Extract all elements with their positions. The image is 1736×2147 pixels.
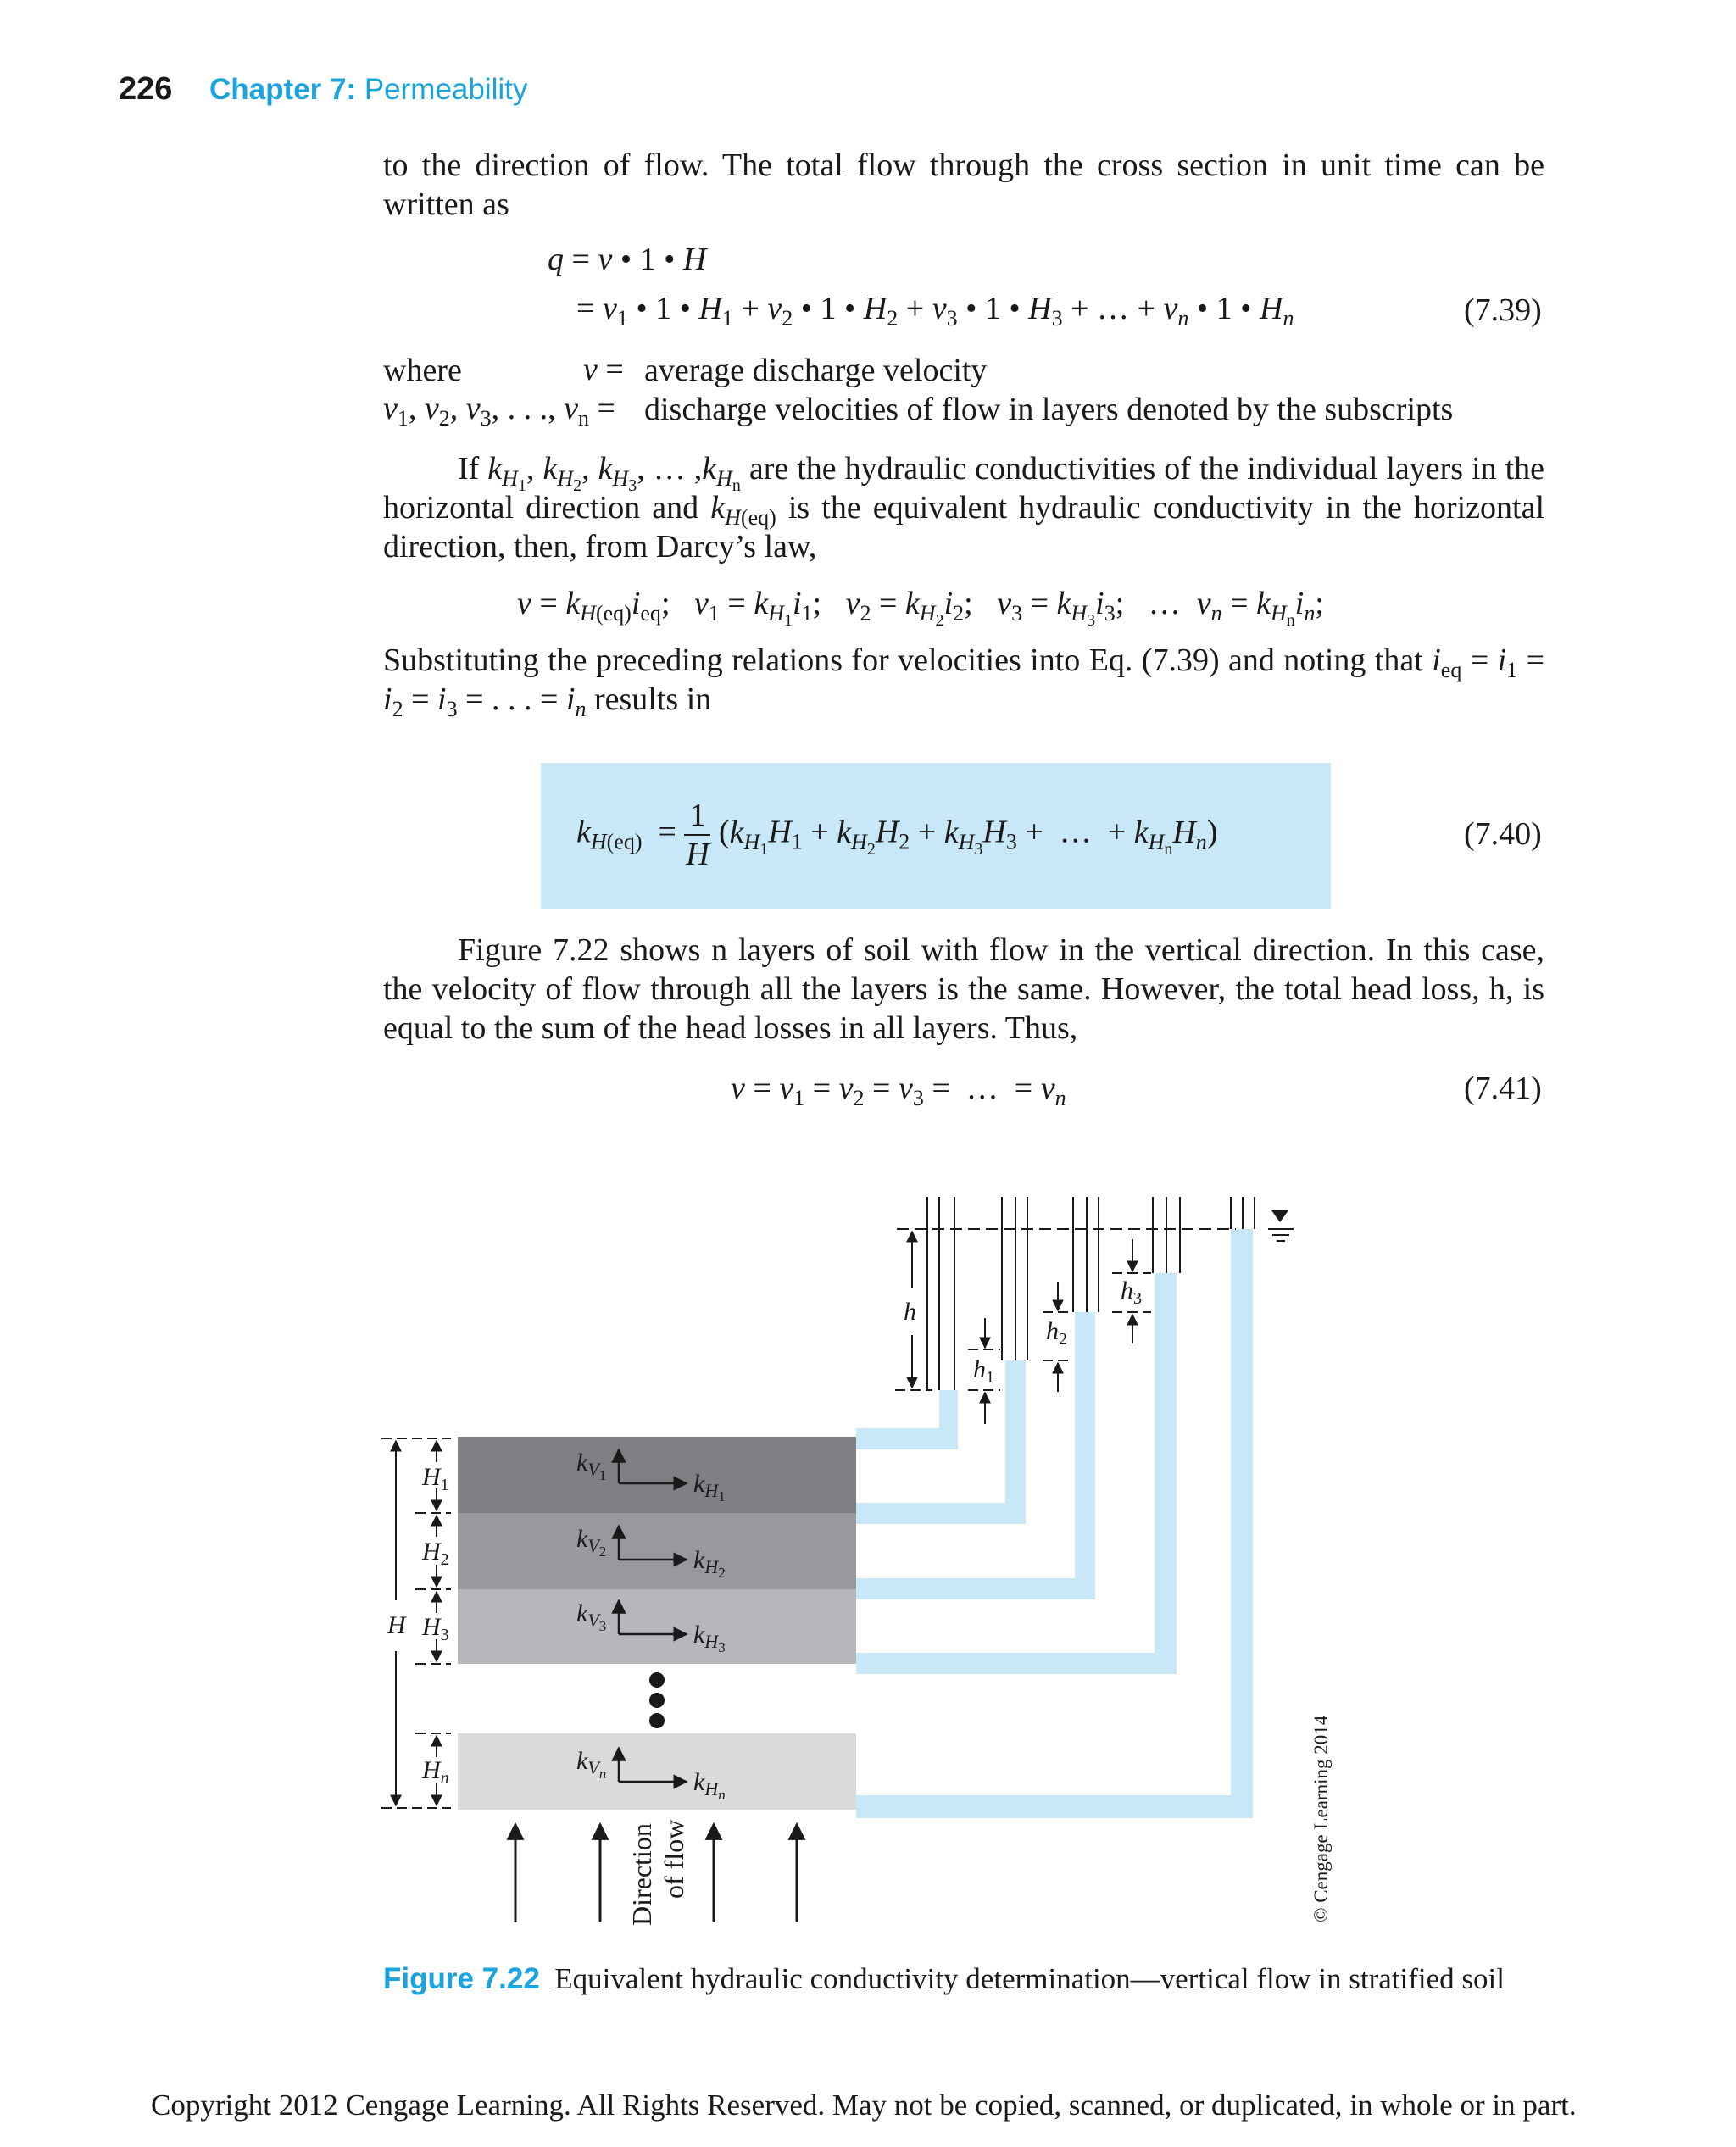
para3-text: Substituting the preceding relations for velocities into Eq. (7.39) and noting that xyxy=(383,642,1423,678)
direction-label-1: Direction xyxy=(626,1823,657,1926)
h1-label: $h_1$ xyxy=(973,1355,994,1387)
h2-label: $h_2$ xyxy=(1046,1317,1067,1349)
eq-739-line2: = $v_1$ • 1 • $H_1 + v_2$ • 1 • $H_2 + v_3$ • 1 • $H_3$ + … + $v_n$ • 1 • $H_n$ xyxy=(576,291,1294,331)
eq-740-number: (7.40) xyxy=(1464,816,1542,852)
soil-layer-3 xyxy=(458,1589,856,1664)
H-label: H xyxy=(387,1611,406,1639)
soil-layer-n xyxy=(458,1733,856,1810)
para2-mid: are the hydraulic conductivities of the individual layers in the horizontal direction and xyxy=(383,451,1545,526)
chapter-label: Chapter 7: xyxy=(209,73,357,106)
direction-label-2: of flow xyxy=(659,1819,689,1899)
figure-caption xyxy=(383,1962,1505,1996)
copyright-footer: Copyright 2012 Cengage Learning. All Rights Reserved. May not be copied, scanned, or duplicated, in whole or in part. xyxy=(151,2089,1577,2122)
kvn-label: $k_Vn$ xyxy=(576,1747,607,1782)
where-v-def: average discharge velocity xyxy=(644,353,988,388)
soil-layer-2 xyxy=(458,1513,856,1589)
paragraph-3: Substituting the preceding relations for velocities into Eq. (7.39) and noting that $i_{eq} = i_1 = i_2 = i_3$ = . . . = $i_n$ results in xyxy=(383,642,1544,721)
caption-label: Figure 7.22 xyxy=(383,1962,540,1995)
intro-paragraph: to the direction of flow. The total flow through the cross section in unit time can be written as xyxy=(383,147,1544,222)
H1-label: $H_1$ xyxy=(422,1463,449,1494)
h3-label: $h_3$ xyxy=(1121,1277,1142,1308)
eq-741: $v = v_1 = v_2 = v_3$ = … = $v_n$ xyxy=(731,1071,1066,1110)
caption-text: Equivalent hydraulic conductivity determination—vertical flow in stratified soil xyxy=(554,1962,1505,1995)
layer-ellipsis-dots xyxy=(649,1672,665,1728)
where-label: where xyxy=(383,353,462,388)
para3-tail: results in xyxy=(594,681,712,717)
khn-label: $k_Hn$ xyxy=(693,1768,726,1803)
soil-layer-1 xyxy=(458,1437,856,1513)
Hn-label: $H_n$ xyxy=(422,1756,449,1788)
kh3-label: $k_H3$ xyxy=(693,1621,726,1655)
kh1-label: $k_H1$ xyxy=(693,1470,726,1505)
eq-741-number: (7.41) xyxy=(1464,1071,1542,1106)
where-v: v = xyxy=(583,352,624,387)
kv2-label: $k_V2$ xyxy=(576,1525,607,1560)
where-vn-def: discharge velocities of flow in layers denoted by the subscripts xyxy=(644,392,1454,427)
h-label: h xyxy=(904,1298,916,1326)
H2-label: $H_2$ xyxy=(422,1538,449,1569)
pipe-1 xyxy=(856,1390,958,1449)
darcy-relations: $v = k_{H(eq)}i_{eq}$; $v_1 = k_{H_1}i_1$; $v_2 = k_{H_2}i_2$; $v_3 = k_{H_3}i_3$; … $v_n = k_{H_n}i_n$; xyxy=(517,586,1324,630)
where-vn: $v_1$, $v_2$, $v_3$, . . ., $v_n$ = xyxy=(383,391,615,431)
paragraph-2: If $k_{H_1}$, $k_{H_2}$, $k_{H_3}$, … $,k_{H_n}$ are the hydraulic conductivities of the individual layers in the horizontal direction and $k_{H(eq)}$ is the equivalent hydraulic conductivity in the horizontal direction, then, from Darcy’s law, xyxy=(383,451,1545,565)
paragraph-4: Figure 7.22 shows n layers of soil with flow in the vertical direction. In this case, the velocity of flow through all the layers is the same. However, the total head loss, h, is equal to the sum of the head losses in all layers. Thus, xyxy=(383,932,1544,1046)
eq-740: $k_{H(eq)}$ = $\frac{1}{H}$ ($k_{H_1}H_1 + k_{H_2}H_2 + k_{H_3}H_3$ + … + $k_{H_n}H_n$) xyxy=(576,798,1218,872)
page-number: 226 xyxy=(119,71,173,107)
para2-lead: If xyxy=(458,451,480,487)
kv3-label: $k_V3$ xyxy=(576,1599,607,1634)
figure-credit: © Cengage Learning 2014 xyxy=(1310,1715,1332,1922)
kh2-label: $k_H2$ xyxy=(693,1546,726,1581)
chapter-title: Permeability xyxy=(364,73,528,106)
para2-end: is the equivalent hydraulic conductivity in the horizontal direction, then, from Darcy’s law, xyxy=(383,490,1545,565)
water-level-symbol xyxy=(1268,1210,1294,1241)
H3-label: $H_3$ xyxy=(422,1613,449,1644)
kv1-label: $k_V1$ xyxy=(576,1449,607,1483)
eq-739-number: (7.39) xyxy=(1464,292,1542,328)
eq-739-line1: q = v • 1 • H xyxy=(548,242,707,277)
